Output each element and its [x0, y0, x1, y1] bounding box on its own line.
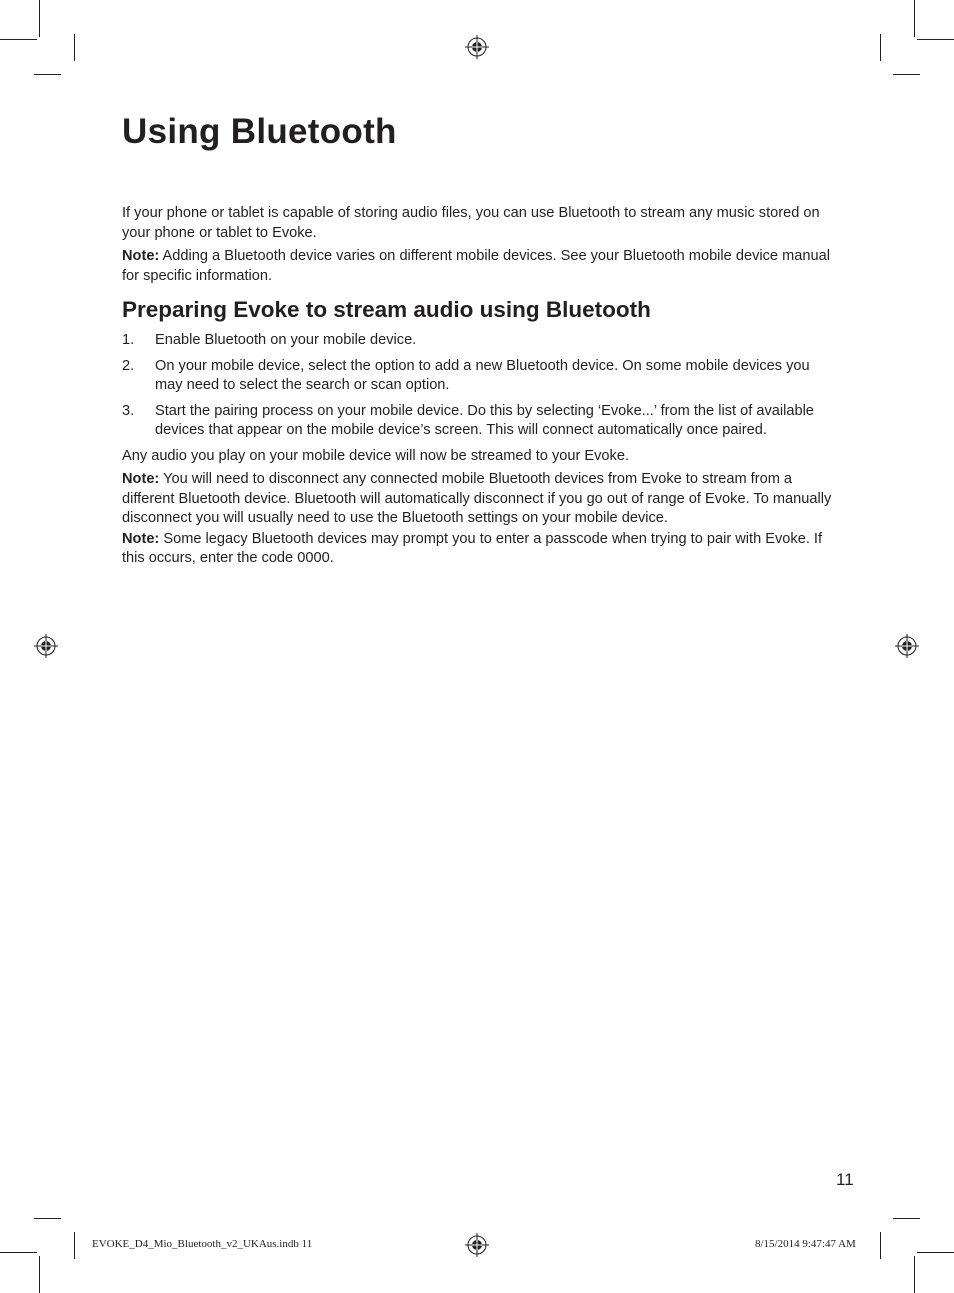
step-number: 3.: [122, 402, 135, 419]
slug-filename: EVOKE_D4_Mio_Bluetooth_v2_UKAus.indb 11: [92, 1238, 313, 1250]
list-item: [122, 402, 834, 441]
crop-mark: [917, 1252, 954, 1253]
registration-mark-icon: [34, 634, 58, 658]
crop-mark: [34, 74, 61, 75]
crop-mark: [74, 1232, 75, 1259]
step-text: On your mobile device, select the option to add a new Bluetooth device. On some mobile devices you may need to select the search or scan option.: [155, 357, 810, 393]
page-number: 11: [836, 1170, 854, 1189]
crop-mark: [0, 39, 37, 40]
page-title: Using Bluetooth: [122, 112, 397, 151]
crop-mark: [893, 1218, 920, 1219]
result-paragraph: Any audio you play on your mobile device will now be streamed to your Evoke.: [122, 447, 629, 464]
section-heading: Preparing Evoke to stream audio using Bluetooth: [122, 297, 651, 322]
note-paragraph: [122, 247, 834, 286]
registration-mark-icon: [895, 634, 919, 658]
note-paragraph: [122, 470, 834, 529]
page-content: [122, 204, 834, 569]
note-text: You will need to disconnect any connected mobile Bluetooth devices from Evoke to stream from a different Bluetooth device. Bluetooth will automatically disconnect if you go out of range of Evoke. To manually disconnect you will usually need to use the Bluetooth settings on your mobile device.: [122, 471, 832, 526]
step-text: Enable Bluetooth on your mobile device.: [155, 332, 417, 348]
list-item: [122, 331, 834, 351]
note-text: Adding a Bluetooth device varies on different mobile devices. See your Bluetooth mobile device manual for specific information.: [122, 248, 830, 284]
intro-paragraph: If your phone or tablet is capable of storing audio files, you can use Bluetooth to stream any music stored on your phone or tablet to Evoke.: [122, 205, 820, 241]
crop-mark: [0, 1252, 37, 1253]
note-label: Note:: [122, 248, 160, 264]
crop-mark: [893, 74, 920, 75]
note-label: Note:: [122, 530, 160, 547]
crop-mark: [39, 1256, 40, 1293]
step-text: Start the pairing process on your mobile device. Do this by selecting ‘Evoke...’ from the list of available devices that appear on the mobile device’s screen. This will connect automatically once paired.: [155, 402, 814, 438]
crop-mark: [880, 34, 881, 61]
note-text: Some legacy Bluetooth devices may prompt you to enter a passcode when trying to pair with Evoke. If this occurs, enter the code 0000.: [122, 530, 823, 566]
crop-mark: [39, 0, 40, 37]
crop-mark: [914, 0, 915, 37]
note-label: Note:: [122, 471, 160, 487]
crop-mark: [917, 39, 954, 40]
crop-mark: [34, 1218, 61, 1219]
step-number: 1.: [122, 332, 135, 348]
steps-list: [122, 331, 834, 441]
list-item: [122, 357, 834, 396]
step-number: 2.: [122, 357, 135, 374]
crop-mark: [880, 1232, 881, 1259]
slug-timestamp: 8/15/2014 9:47:47 AM: [755, 1238, 856, 1250]
note-paragraph: [122, 530, 834, 569]
registration-mark-icon: [465, 1233, 489, 1257]
registration-mark-icon: [465, 35, 489, 59]
crop-mark: [74, 34, 75, 61]
crop-mark: [914, 1256, 915, 1293]
